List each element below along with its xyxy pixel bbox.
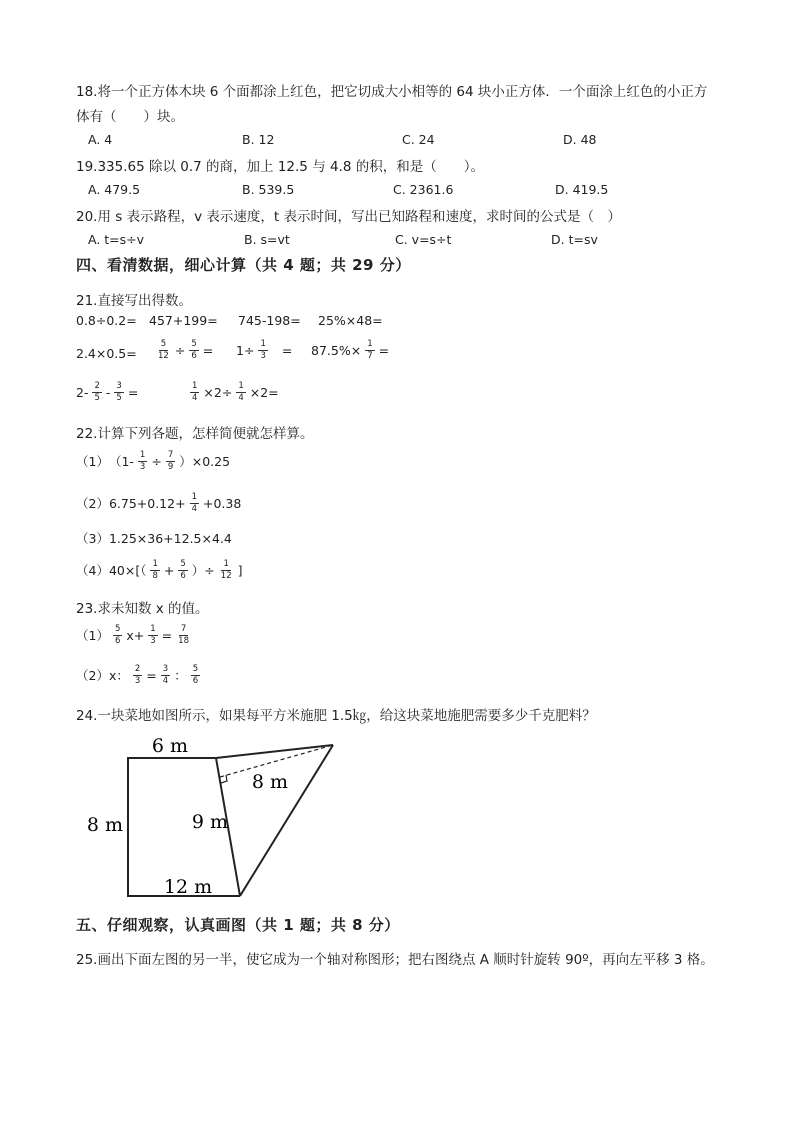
q22-part-2: （2） 6.75+0.12+ $\frac{1}{4}$ +0.38 [76, 492, 242, 514]
q21-r2-c: 1÷ $\frac{1}{3}$ = [236, 339, 293, 361]
fraction: $\frac{7}{18}$ [178, 624, 189, 646]
q19-option-a: A. 479.5 [88, 182, 141, 197]
q24-figure [80, 732, 360, 902]
q21-r1-c: 745-198= [238, 313, 301, 328]
fraction: $\frac{1}{4}$ [238, 381, 244, 403]
fraction: $\frac{1}{7}$ [367, 339, 373, 361]
figure-label-top: 6 m [151, 735, 189, 757]
q22-part-4: （4） 40×[（ $\frac{1}{8}$ + $\frac{5}{6}$ ）÷ $\frac{1}{12}$ ] [76, 559, 243, 581]
figure-label-left: 8 m [86, 814, 124, 836]
fraction: $\frac{1}{8}$ [152, 559, 158, 581]
q18-line2: 体有（ ）块。 [76, 109, 184, 125]
q21-r3-a: 2- $\frac{2}{5}$ - $\frac{3}{5}$ = [76, 381, 139, 403]
q18-option-b: B. 12 [242, 132, 275, 147]
fraction: $\frac{2}{5}$ [94, 381, 100, 403]
q18-option-a: A. 4 [88, 132, 113, 147]
q20-option-d: D. t=sv [551, 232, 598, 247]
q21-r3-b: $\frac{1}{4}$ ×2÷ $\frac{1}{4}$ ×2= [192, 381, 279, 403]
q24-text: 24.一块菜地如图所示，如果每平方米施肥 1.5㎏，给这块菜地施肥需要多少千克肥料？ [76, 708, 596, 724]
q22-part-1: （1） （1- $\frac{1}{3}$ ÷ $\frac{7}{9}$ ）×0.25 [76, 450, 231, 472]
q25-text: 25.画出下面左图的另一半，使它成为一个轴对称图形；把右图绕点 A 顺时针旋转 90º，再向左平移 3 格。 [76, 952, 714, 968]
figure-triangle-top-edge [216, 745, 333, 758]
section-5-title: 五、仔细观察，认真画图（共 1 题；共 8 分） [76, 916, 400, 934]
fraction: $\frac{1}{12}$ [220, 559, 232, 581]
figure-label-height: 8 m [251, 771, 289, 793]
q21-r1-b: 457+199= [149, 313, 218, 328]
q23-title: 23.求未知数 x 的值。 [76, 601, 209, 617]
fraction: $\frac{3}{4}$ [162, 664, 169, 686]
q21-title: 21.直接写出得数。 [76, 293, 192, 309]
fraction: $\frac{1}{3}$ [150, 624, 156, 646]
q18-line1: 18.将一个正方体木块 6 个面都涂上红色，把它切成大小相等的 64 块小正方体．一个面涂上红色的小正方 [76, 84, 708, 100]
fraction: $\frac{5}{6}$ [180, 559, 186, 581]
fraction: $\frac{1}{4}$ [192, 381, 198, 403]
q19-text: 19.335.65 除以 0.7 的商，加上 12.5 与 4.8 的积，和是（ ）。 [76, 159, 484, 175]
figure-label-bottom: 12 m [163, 876, 213, 898]
fraction: $\frac{1}{4}$ [191, 492, 197, 514]
q23-part-1: （1） $\frac{5}{6}$ x+ $\frac{1}{3}$ = $\frac{7}{18}$ [76, 624, 189, 646]
section-4-title: 四、看清数据，细心计算（共 4 题；共 29 分） [76, 256, 411, 274]
q18-option-d: D. 48 [563, 132, 597, 147]
fraction: $\frac{2}{3}$ [134, 664, 141, 686]
q21-r2-b: $\frac{5}{12}$ ÷ $\frac{5}{6}$ = [158, 339, 214, 361]
q20-option-a: A. t=s÷v [88, 232, 145, 247]
q18-option-c: C. 24 [402, 132, 435, 147]
q21-r1-d: 25%×48= [318, 313, 383, 328]
fraction: $\frac{5}{6}$ [191, 339, 197, 361]
fraction: $\frac{7}{9}$ [167, 450, 174, 472]
fraction: $\frac{5}{12}$ [158, 339, 169, 361]
fraction: $\frac{5}{6}$ [192, 664, 199, 686]
figure-label-mid: 9 m [191, 811, 229, 833]
q21-r1-a: 0.8÷0.2= [76, 313, 137, 328]
fraction: $\frac{3}{5}$ [116, 381, 122, 403]
fraction: $\frac{1}{3}$ [260, 339, 266, 361]
q21-r2-a: 2.4×0.5= [76, 346, 137, 361]
fraction: $\frac{5}{6}$ [114, 624, 121, 646]
q22-part-3: （3） 1.25×36+12.5×4.4 [76, 530, 232, 546]
q20-option-b: B. s=vt [244, 232, 290, 247]
q21-r2-d: 87.5%× $\frac{1}{7}$ = [311, 339, 390, 361]
q19-option-b: B. 539.5 [242, 182, 295, 197]
q20-text: 20.用 s 表示路程，v 表示速度，t 表示时间，写出已知路程和速度，求时间的公式是（ ） [76, 209, 621, 225]
q19-option-c: C. 2361.6 [393, 182, 454, 197]
q20-option-c: C. v=s÷t [395, 232, 452, 247]
fraction: $\frac{1}{3}$ [139, 450, 146, 472]
q23-part-2: （2） x： $\frac{2}{3}$ = $\frac{3}{4}$ ： $\frac{5}{6}$ [76, 664, 199, 686]
q19-option-d: D. 419.5 [555, 182, 609, 197]
q22-title: 22.计算下列各题，怎样简便就怎样算。 [76, 426, 314, 442]
